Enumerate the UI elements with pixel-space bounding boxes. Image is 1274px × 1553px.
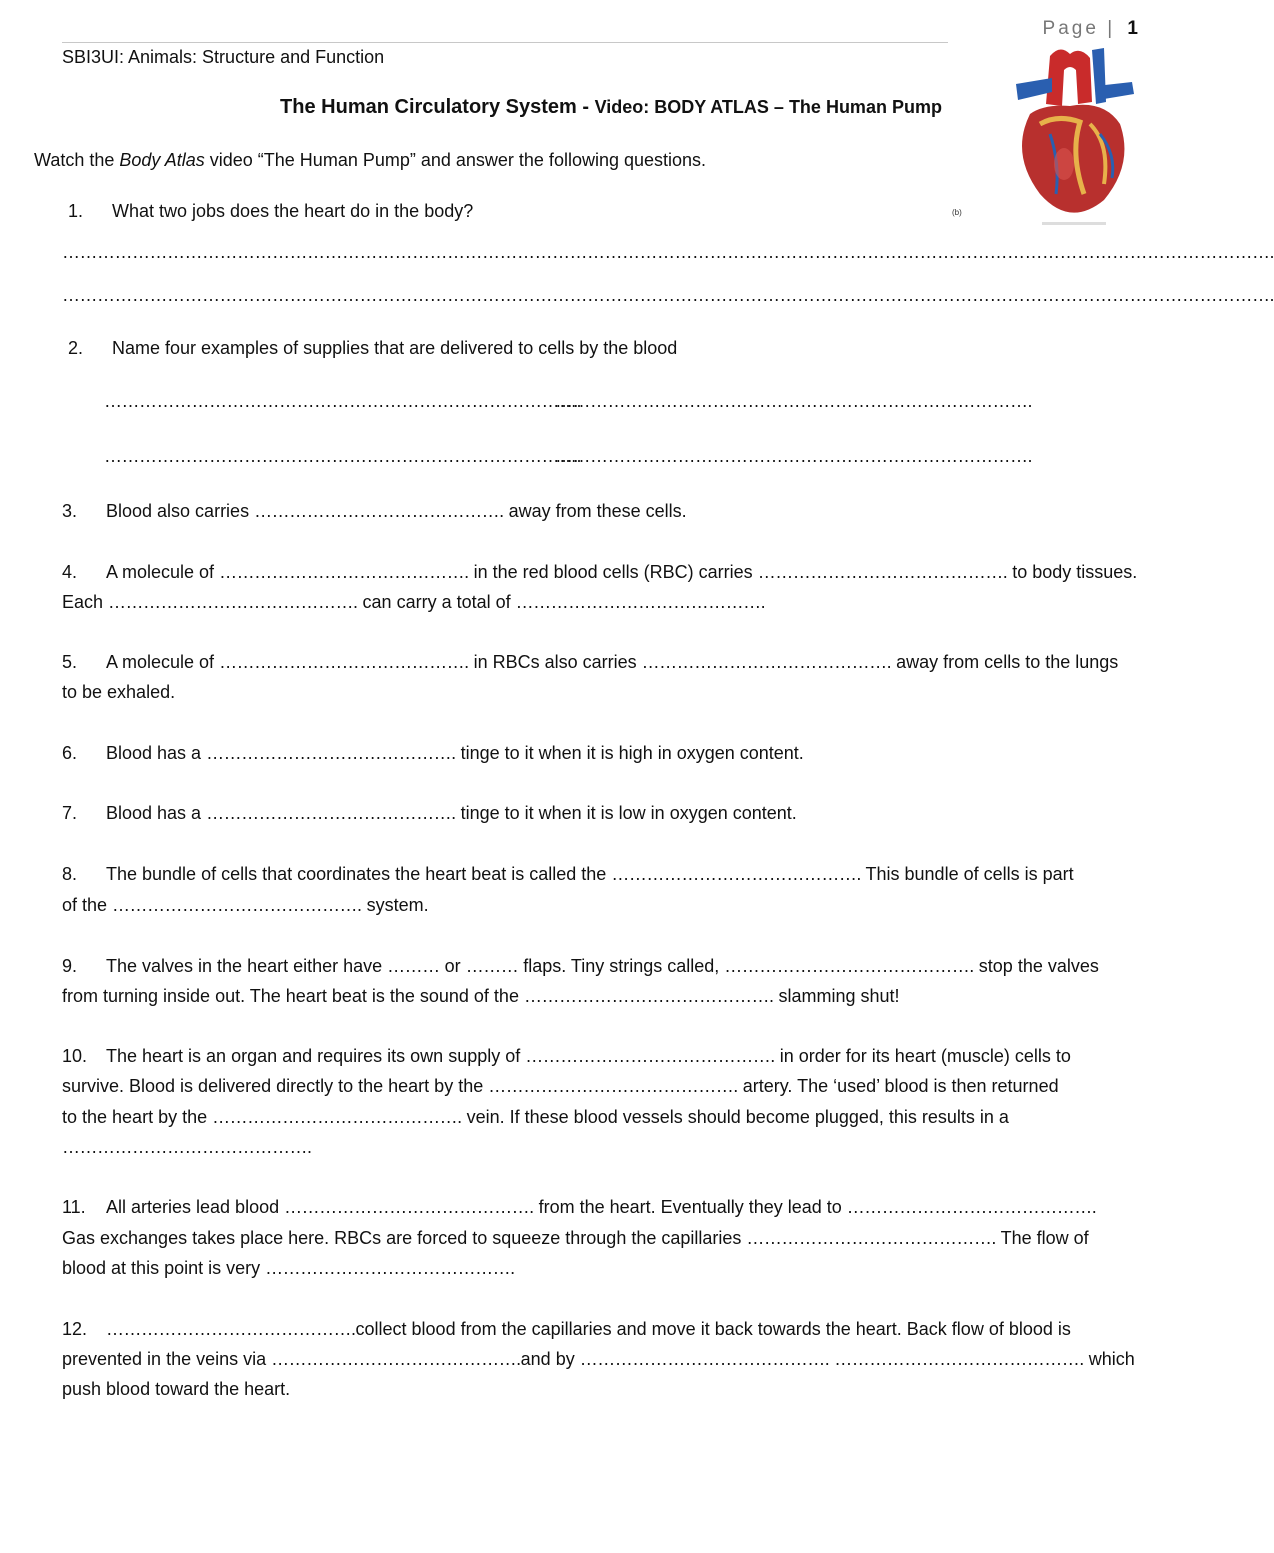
question-text: stop the valves bbox=[973, 956, 1099, 976]
question-number: 2. bbox=[68, 338, 84, 358]
intro-part1: Watch the bbox=[34, 150, 120, 170]
question-text: tinge to it when it is low in oxygen content. bbox=[455, 803, 797, 823]
question-8-cont bbox=[62, 890, 429, 920]
title-main: The Human Circulatory System - bbox=[280, 96, 595, 118]
intro-italic: Body Atlas bbox=[119, 150, 205, 170]
question-text: from turning inside out. The heart beat is the sound of the bbox=[62, 986, 524, 1006]
question-number: 11. bbox=[62, 1197, 86, 1217]
question-text: or bbox=[439, 956, 466, 976]
answer-blank[interactable]: ……………………………………. bbox=[488, 1076, 738, 1096]
intro-part2: video “The Human Pump” and answer the following questions. bbox=[204, 150, 707, 170]
answer-blank[interactable]: ……………………………………. bbox=[746, 1228, 996, 1248]
answer-blank[interactable]: ……………………………………. bbox=[724, 956, 974, 976]
answer-blank[interactable]: ……………………………………. bbox=[523, 986, 774, 1006]
question-number: 3. bbox=[62, 501, 78, 521]
question-7 bbox=[62, 798, 797, 828]
question-10-cont bbox=[62, 1102, 1009, 1132]
question-text: survive. Blood is delivered directly to the heart by the bbox=[62, 1076, 489, 1096]
answer-blank[interactable]: ……………………………………. bbox=[271, 1349, 521, 1369]
question-2 bbox=[68, 333, 677, 363]
question-text: to body tissues. bbox=[1007, 562, 1138, 582]
question-text: blood at this point is very bbox=[62, 1258, 266, 1278]
question-number: 12. bbox=[62, 1319, 88, 1339]
answer-blank[interactable]: ……………………………………. bbox=[525, 1046, 775, 1066]
question-number: 5. bbox=[62, 652, 78, 672]
answer-line[interactable]: ………………………………………………………………………………………………………………………………………………………………………………………. bbox=[62, 285, 1274, 305]
answer-blank[interactable]: ……………………………………. bbox=[219, 562, 469, 582]
answer-blank[interactable]: ……………………………………. bbox=[62, 1137, 312, 1157]
figure-label: (b) bbox=[952, 208, 962, 217]
answer-line[interactable]: ………………………………………………………………………. bbox=[104, 446, 582, 466]
question-text: This bundle of cells is part bbox=[860, 864, 1074, 884]
answer-blank[interactable]: ……………………………………. bbox=[641, 652, 892, 672]
question-text: vein. If these blood vessels should become plugged, this results in a bbox=[461, 1107, 1009, 1127]
question-number: 8. bbox=[62, 864, 78, 884]
page-word: Page bbox=[1042, 18, 1099, 39]
question-text: from the heart. Eventually they lead to bbox=[533, 1197, 847, 1217]
header-rule bbox=[62, 42, 948, 43]
answer-blank[interactable]: ……………………………………. bbox=[611, 864, 861, 884]
question-text: A molecule of bbox=[106, 652, 220, 672]
question-5 bbox=[62, 647, 1118, 677]
question-text: Blood also carries bbox=[106, 501, 255, 521]
question-text: collect blood from the capillaries and move it back towards the heart. Back flow of blood is bbox=[355, 1319, 1071, 1339]
question-number: 4. bbox=[62, 562, 78, 582]
answer-blank[interactable]: ……………………………………. bbox=[515, 592, 766, 612]
heart-illustration bbox=[1000, 44, 1140, 230]
question-11 bbox=[62, 1192, 1096, 1222]
answer-line[interactable]: ………………………………………………………………………………………………………………………………………………………………………………………. bbox=[62, 242, 1274, 262]
title-sub: Video: BODY ATLAS – The Human Pump bbox=[594, 97, 942, 117]
question-10-cont bbox=[62, 1071, 1059, 1101]
question-text: to the heart by the bbox=[62, 1107, 213, 1127]
answer-blank[interactable]: ……… bbox=[387, 956, 440, 976]
question-6 bbox=[62, 738, 804, 768]
question-number: 10. bbox=[62, 1046, 88, 1066]
question-text: A molecule of bbox=[106, 562, 220, 582]
question-9 bbox=[62, 951, 1099, 981]
question-text: away from these cells. bbox=[503, 501, 687, 521]
answer-blank[interactable]: ……………………………………. bbox=[206, 803, 456, 823]
answer-line[interactable]: ………………………………………………………………………. bbox=[555, 446, 1033, 466]
answer-blank[interactable]: ……………………………………. bbox=[846, 1197, 1097, 1217]
answer-blank[interactable]: ……………………………………. bbox=[212, 1107, 462, 1127]
course-title: SBI3UI: Animals: Structure and Function bbox=[62, 47, 385, 67]
answer-blank[interactable]: ……………………………………. bbox=[757, 562, 1008, 582]
page-number: 1 bbox=[1127, 18, 1138, 39]
question-text: of the bbox=[62, 895, 113, 915]
worksheet-title bbox=[0, 96, 1222, 119]
answer-blank[interactable]: ……………………………………. bbox=[108, 592, 358, 612]
answer-blank[interactable]: ……………………………………. bbox=[106, 1319, 356, 1339]
question-9-cont bbox=[62, 981, 900, 1011]
question-10 bbox=[62, 1041, 1071, 1071]
page-number-label: Page | 1 bbox=[1042, 18, 1138, 39]
question-4-cont bbox=[62, 587, 765, 617]
question-12-cont bbox=[62, 1344, 1135, 1374]
question-12 bbox=[62, 1314, 1071, 1344]
question-number: 1. bbox=[68, 201, 84, 221]
question-text: Blood has a bbox=[106, 743, 207, 763]
question-text: The valves in the heart either have bbox=[106, 956, 388, 976]
question-11-cont bbox=[62, 1223, 1089, 1253]
question-text: Blood has a bbox=[106, 803, 207, 823]
question-text: Name four examples of supplies that are delivered to cells by the blood bbox=[112, 338, 678, 358]
answer-blank[interactable]: ……………………………………. bbox=[265, 1258, 515, 1278]
question-text: The flow of bbox=[995, 1228, 1089, 1248]
question-3 bbox=[62, 496, 687, 526]
question-text: The bundle of cells that coordinates the heart beat is called the bbox=[106, 864, 612, 884]
question-1 bbox=[68, 196, 473, 226]
question-text: away from cells to the lungs bbox=[891, 652, 1119, 672]
question-text: system. bbox=[361, 895, 429, 915]
question-4 bbox=[62, 557, 1137, 587]
question-text: Gas exchanges takes place here. RBCs are forced to squeeze through the capillaries bbox=[62, 1228, 747, 1248]
answer-blank[interactable]: ……………………………………. bbox=[284, 1197, 534, 1217]
figure-copyright-line bbox=[1042, 222, 1106, 225]
question-text: artery. The ‘used’ blood is then returned bbox=[737, 1076, 1059, 1096]
answer-line[interactable]: ………………………………………………………………………. bbox=[555, 391, 1033, 411]
question-text: and by bbox=[520, 1349, 580, 1369]
question-text: prevented in the veins via bbox=[62, 1349, 272, 1369]
answer-blank[interactable]: ……………………………………. bbox=[112, 895, 362, 915]
question-text: The heart is an organ and requires its own supply of bbox=[106, 1046, 526, 1066]
question-text: tinge to it when it is high in oxygen content. bbox=[455, 743, 804, 763]
question-text: slamming shut! bbox=[773, 986, 900, 1006]
answer-blank[interactable]: ……………………………………. bbox=[219, 652, 469, 672]
question-text: in RBCs also carries bbox=[468, 652, 642, 672]
answer-blank[interactable]: ……………………………………. bbox=[579, 1349, 830, 1369]
question-text: can carry a total of bbox=[357, 592, 516, 612]
answer-line[interactable]: ………………………………………………………………………. bbox=[104, 391, 582, 411]
question-12-cont: push blood toward the heart. bbox=[62, 1379, 291, 1399]
question-text: which bbox=[1083, 1349, 1135, 1369]
question-number: 6. bbox=[62, 743, 78, 763]
question-5-cont: to be exhaled. bbox=[62, 682, 176, 702]
question-8 bbox=[62, 859, 1074, 889]
question-text: What two jobs does the heart do in the body? bbox=[112, 201, 474, 221]
answer-blank[interactable]: ……… bbox=[465, 956, 519, 976]
answer-blank[interactable]: ……………………………………. bbox=[254, 501, 504, 521]
question-text: in the red blood cells (RBC) carries bbox=[468, 562, 758, 582]
instructions bbox=[34, 149, 706, 171]
question-text: All arteries lead blood bbox=[106, 1197, 285, 1217]
question-text: in order for its heart (muscle) cells to bbox=[774, 1046, 1071, 1066]
answer-blank[interactable]: ……………………………………. bbox=[206, 743, 456, 763]
question-number: 9. bbox=[62, 956, 78, 976]
question-text: Each bbox=[62, 592, 109, 612]
answer-blank[interactable]: ……………………………………. bbox=[834, 1349, 1084, 1369]
question-11-cont bbox=[62, 1253, 515, 1283]
question-number: 7. bbox=[62, 803, 78, 823]
question-text: flaps. Tiny strings called, bbox=[518, 956, 725, 976]
